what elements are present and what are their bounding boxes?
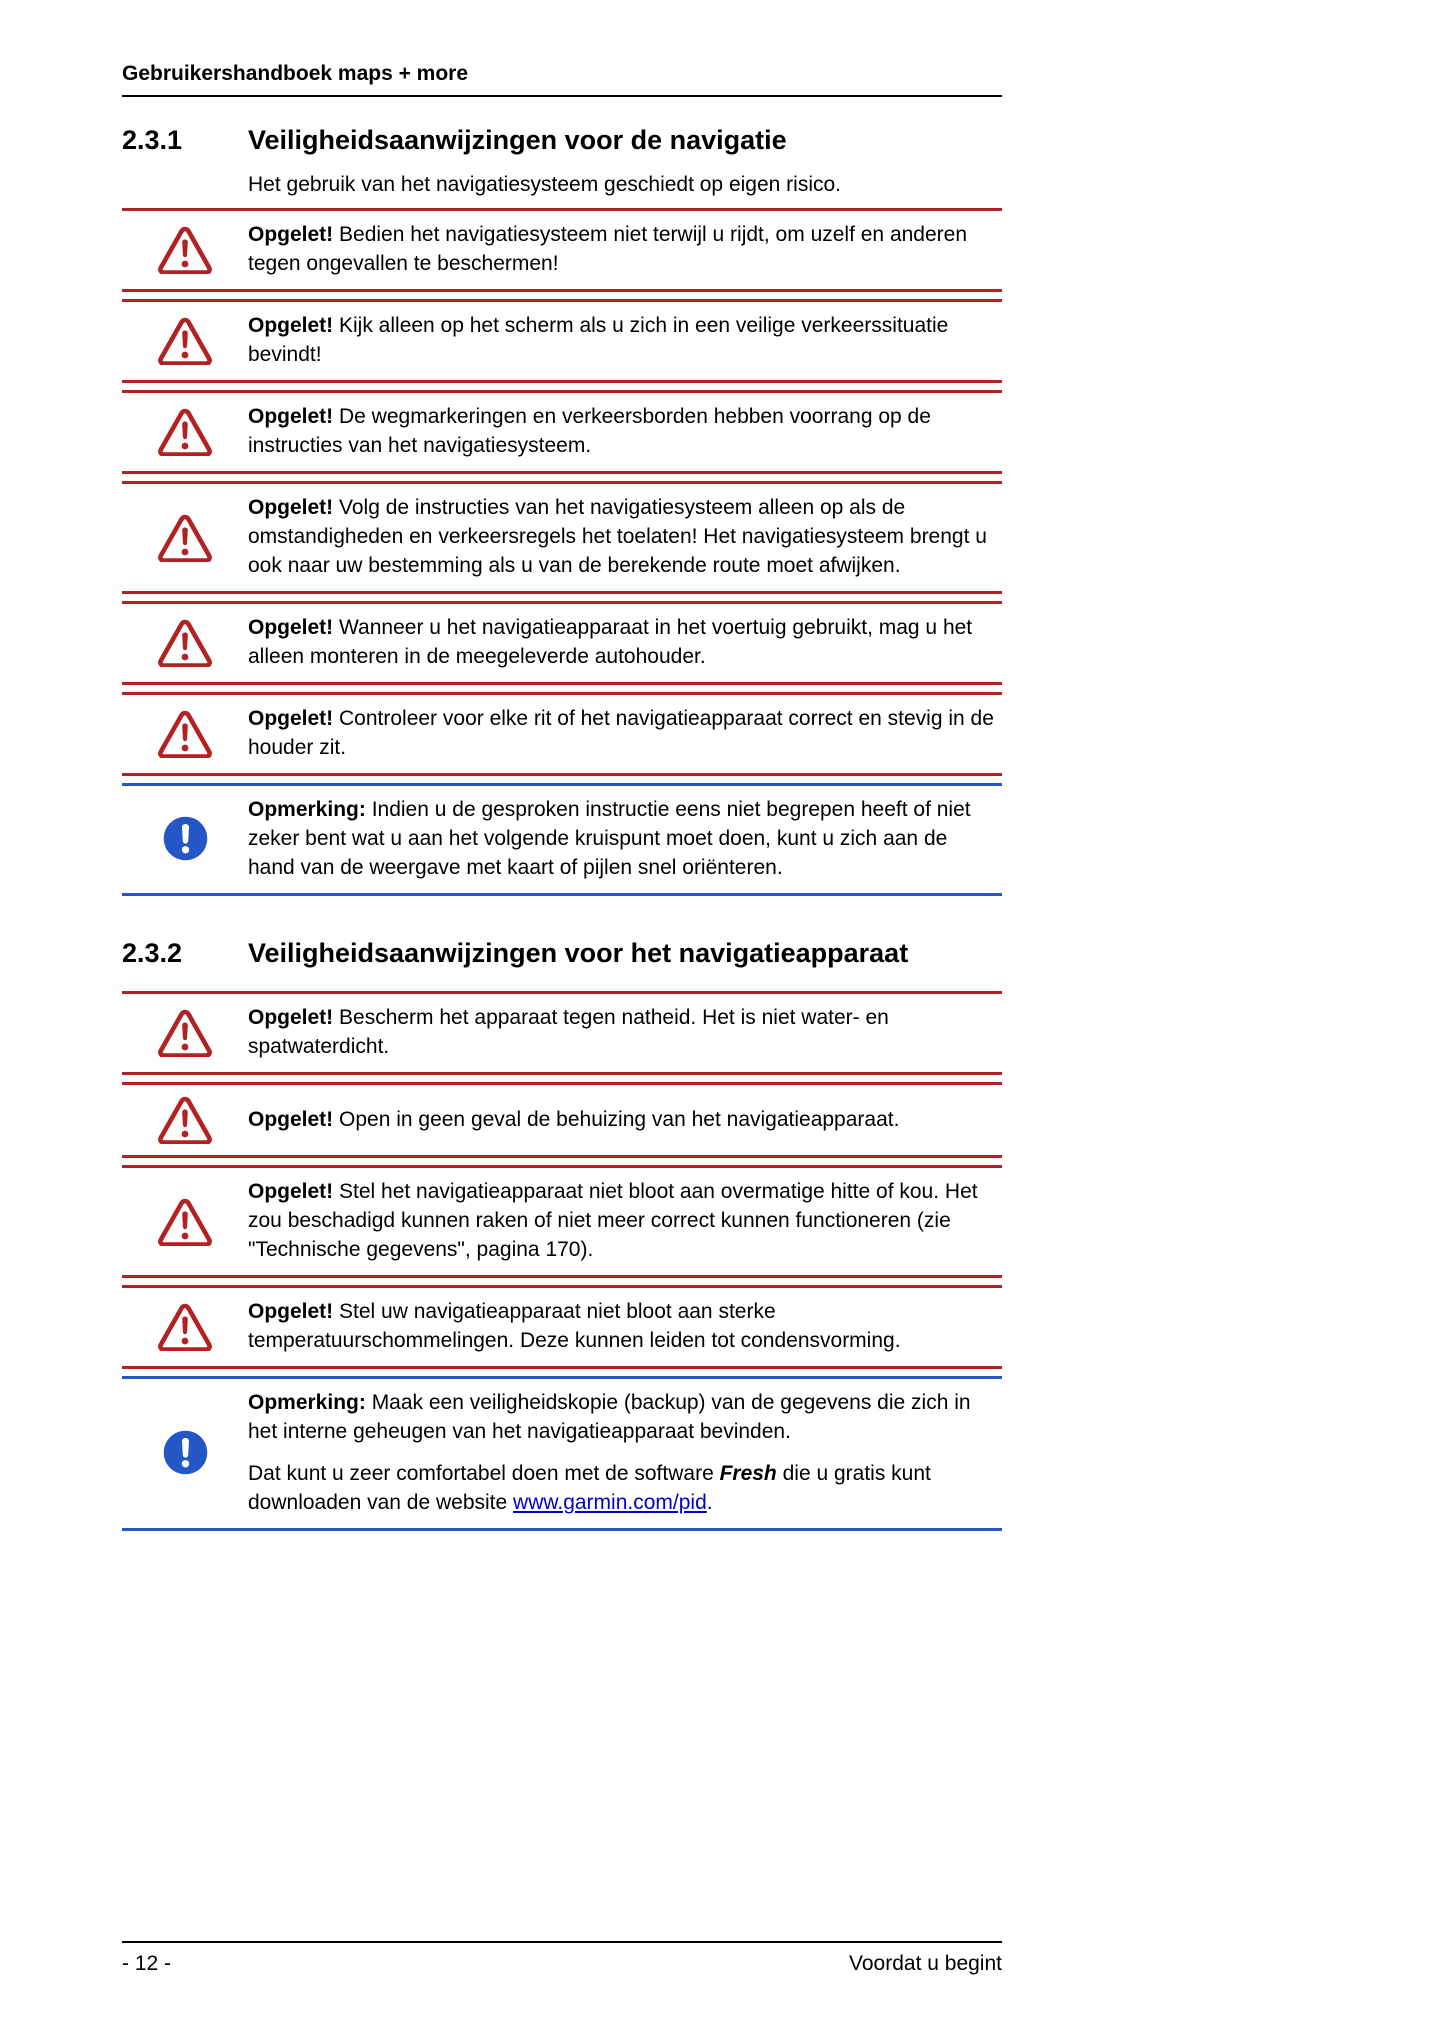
block-paragraph: [248, 795, 998, 882]
block-paragraph: [248, 220, 998, 278]
body-text: Volg de instructies van het navigatiesysteem alleen op als de omstandigheden en verkeersregels het toelaten! Het navigatiesysteem brengt u ook naar uw bestemming als u van de berekende route moet afwijken.: [248, 496, 987, 578]
block-text: [248, 613, 1002, 671]
section-title: Veiligheidsaanwijzingen voor het navigatieapparaat: [248, 938, 909, 969]
block-text: [248, 1297, 1002, 1355]
emphasis-label: Opgelet!: [248, 314, 334, 338]
body-text: Wanneer u het navigatieapparaat in het voertuig gebruikt, mag u het alleen monteren in de meegeleverde autohouder.: [248, 616, 973, 669]
body-text: Kijk alleen op het scherm als u zich in een veilige verkeerssituatie bevindt!: [248, 314, 949, 367]
block-text: [248, 311, 1002, 369]
emphasis-label: Opgelet!: [248, 1107, 334, 1131]
emphasis-label: Opgelet!: [248, 405, 334, 429]
block-paragraph: [248, 1297, 998, 1355]
icon-cell: [122, 1196, 248, 1246]
section-title: Veiligheidsaanwijzingen voor de navigatie: [248, 125, 787, 155]
warning-block: [122, 1082, 1002, 1158]
block-paragraph: [248, 1177, 998, 1264]
page-content: [122, 62, 1002, 1531]
warning-triangle-icon: [157, 617, 213, 667]
block-paragraph: [248, 1003, 998, 1061]
warning-triangle-icon: [157, 1094, 213, 1144]
body-text: Indien u de gesproken instructie eens niet begrepen heeft of niet zeker bent wat u aan het volgende kruispunt moet doen, kunt u zich aan de hand van de weergave met kaart of pijlen snel oriënteren.: [248, 798, 971, 880]
warning-block: [122, 1285, 1002, 1369]
block-text: [248, 1003, 1002, 1061]
warning-block: [122, 1165, 1002, 1278]
block-paragraph: [248, 704, 998, 762]
warning-block: [122, 692, 1002, 776]
blocks-list: [122, 208, 1002, 896]
warning-block: [122, 601, 1002, 685]
block-text: [248, 1388, 1002, 1517]
section-intro: Het gebruik van het navigatiesysteem geschiedt op eigen risico.: [248, 173, 842, 197]
block-text: [248, 493, 1002, 580]
emphasis-label: Opgelet!: [248, 1180, 334, 1204]
warning-triangle-icon: [157, 315, 213, 365]
block-text: [248, 1105, 1002, 1134]
block-text: [248, 402, 1002, 460]
body-text: Open in geen geval de behuizing van het navigatieapparaat.: [333, 1107, 900, 1131]
emphasis-label: Opmerking:: [248, 798, 366, 822]
website-link[interactable]: www.garmin.com/pid: [513, 1491, 707, 1515]
warning-block: [122, 991, 1002, 1075]
block-paragraph: [248, 402, 998, 460]
icon-cell: [122, 1429, 248, 1476]
body-text: die u gratis kunt downloaden van de website: [248, 1462, 931, 1515]
icon-cell: [122, 406, 248, 456]
blocks-list: [122, 991, 1002, 1531]
warning-block: [122, 299, 1002, 383]
body-text: Stel het navigatieapparaat niet bloot aan overmatige hitte of kou. Het zou beschadigd kunnen raken of niet meer correct kunnen functioneren (zie "Technische gegevens", pagina 170).: [248, 1180, 978, 1262]
block-paragraph: [248, 613, 998, 671]
body-text: Maak een veiligheidskopie (backup) van de gegevens die zich in het interne geheugen van het navigatieapparaat bevinden.: [248, 1391, 971, 1444]
emphasis-label: Opgelet!: [248, 707, 334, 731]
block-text: [248, 1177, 1002, 1264]
block-text: [248, 704, 1002, 762]
body-text: .: [706, 1491, 713, 1515]
section-heading: [122, 938, 1002, 969]
block-paragraph: [248, 311, 998, 369]
footer-chapter: Voordat u begint: [849, 1952, 1002, 1975]
icon-cell: [122, 1301, 248, 1351]
warning-triangle-icon: [157, 224, 213, 274]
block-paragraph: [248, 1459, 998, 1517]
icon-cell: [122, 617, 248, 667]
emphasis-label: Opgelet!: [248, 1300, 334, 1324]
warning-triangle-icon: [157, 1301, 213, 1351]
footer-page-number: - 12 -: [122, 1952, 172, 1975]
block-paragraph: [248, 1388, 998, 1446]
warning-triangle-icon: [157, 708, 213, 758]
section-navigation-safety: [122, 125, 1002, 896]
icon-cell: [122, 1094, 248, 1144]
header-title: Gebruikershandboek maps + more: [122, 62, 469, 85]
warning-block: [122, 208, 1002, 292]
section-device-safety: [122, 938, 1002, 1531]
block-text: [248, 795, 1002, 882]
note-info-icon: [162, 1429, 209, 1476]
emphasis-label: Opgelet!: [248, 223, 334, 247]
section-number: 2.3.1: [122, 125, 183, 155]
block-paragraph: [248, 1105, 998, 1134]
note-block: [122, 783, 1002, 896]
document-footer: [122, 1941, 1002, 1976]
icon-cell: [122, 315, 248, 365]
warning-triangle-icon: [157, 1196, 213, 1246]
warning-block: [122, 481, 1002, 594]
warning-triangle-icon: [157, 406, 213, 456]
icon-cell: [122, 512, 248, 562]
icon-cell: [122, 815, 248, 862]
body-text: Bescherm het apparaat tegen natheid. Het is niet water- en spatwaterdicht.: [248, 1006, 889, 1059]
body-text: Controleer voor elke rit of het navigatieapparaat correct en stevig in de houder zit.: [248, 707, 994, 760]
emphasis-label: Opmerking:: [248, 1391, 366, 1415]
body-text: Dat kunt u zeer comfortabel doen met de software: [248, 1462, 720, 1486]
block-text: [248, 220, 1002, 278]
section-number: 2.3.2: [122, 938, 183, 969]
document-header: [122, 62, 1002, 97]
icon-cell: [122, 708, 248, 758]
warning-triangle-icon: [157, 512, 213, 562]
body-text: Bedien het navigatiesysteem niet terwijl u rijdt, om uzelf en anderen tegen ongevallen te beschermen!: [248, 223, 968, 276]
warning-block: [122, 390, 1002, 474]
note-info-icon: [162, 815, 209, 862]
icon-cell: [122, 1007, 248, 1057]
emphasis-label: Fresh: [719, 1462, 777, 1486]
note-block: [122, 1376, 1002, 1531]
section-heading: [122, 125, 1002, 156]
emphasis-label: Opgelet!: [248, 1006, 334, 1030]
emphasis-label: Opgelet!: [248, 496, 334, 520]
warning-triangle-icon: [157, 1007, 213, 1057]
icon-cell: [122, 224, 248, 274]
body-text: Stel uw navigatieapparaat niet bloot aan sterke temperatuurschommelingen. Deze kunnen leiden tot condensvorming.: [248, 1300, 901, 1353]
body-text: De wegmarkeringen en verkeersborden hebben voorrang op de instructies van het navigatiesysteem.: [248, 405, 931, 458]
block-paragraph: [248, 493, 998, 580]
emphasis-label: Opgelet!: [248, 616, 334, 640]
